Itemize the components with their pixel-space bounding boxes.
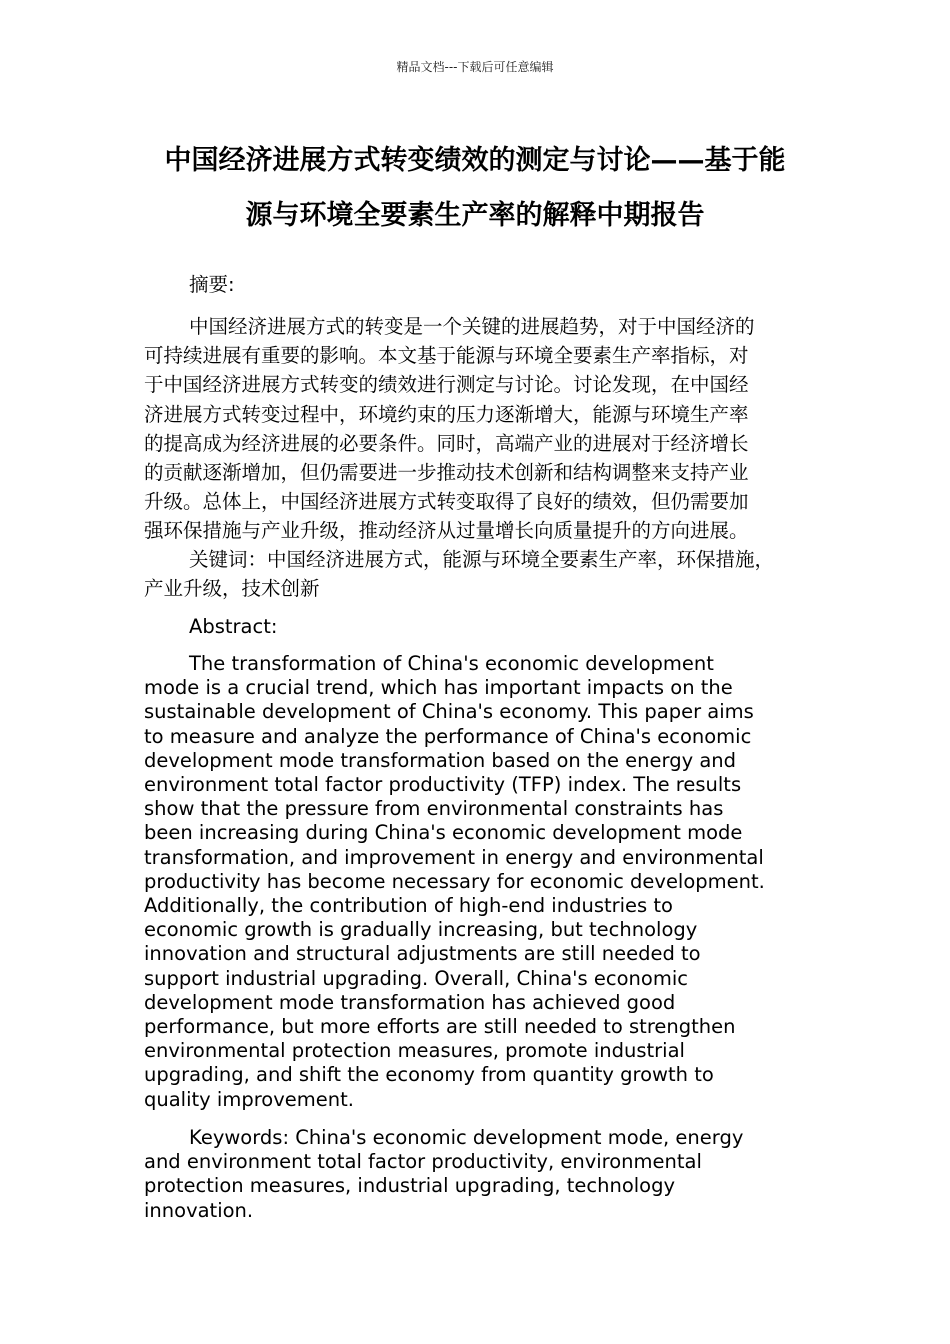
text-line: 于中国经济进展方式转变的绩效进行测定与讨论。讨论发现，在中国经: [144, 373, 749, 397]
text-line: 的提高成为经济进展的必要条件。同时，高端产业的进展对于经济增长: [144, 431, 749, 455]
text-line: quality improvement.: [144, 1087, 354, 1111]
text-line: 产业升级，技术创新: [144, 577, 320, 601]
text-line: transformation, and improvement in energy and environmental: [144, 845, 764, 869]
text-line: Keywords: China's economic development mode, energy: [189, 1126, 744, 1149]
document-title-line-2: 源与环境全要素生产率的解释中期报告: [245, 200, 705, 231]
text-line: innovation.: [144, 1198, 254, 1222]
text-line: environment total factor productivity (TFP) index. The results: [144, 773, 742, 797]
abstract-en-label: Abstract:: [189, 615, 278, 638]
text-line: support industrial upgrading. Overall, China's economic: [144, 966, 688, 990]
text-line: to measure and analyze the performance of China's economic: [144, 724, 752, 748]
text-line: 中国经济进展方式的转变是一个关键的进展趋势，对于中国经济的: [189, 315, 755, 338]
abstract-cn-paragraph: [144, 312, 824, 546]
keywords-cn: [144, 545, 824, 603]
text-line: upgrading, and shift the economy from quantity growth to: [144, 1063, 714, 1087]
text-line: innovation and structural adjustments are still needed to: [144, 942, 701, 966]
text-line: Additionally, the contribution of high-end industries to: [144, 894, 673, 918]
text-line: 济进展方式转变过程中，环境约束的压力逐渐增大，能源与环境生产率: [144, 402, 749, 426]
text-line: been increasing during China's economic development mode: [144, 821, 743, 845]
text-line: environmental protection measures, promote industrial: [144, 1039, 685, 1063]
text-line: productivity has become necessary for economic development.: [144, 869, 765, 893]
text-line: The transformation of China's economic development: [189, 652, 714, 675]
text-line: protection measures, industrial upgrading, technology: [144, 1174, 676, 1198]
abstract-cn-label: 摘要:: [189, 273, 235, 296]
abstract-en-paragraph: [144, 652, 824, 1112]
text-line: 可持续进展有重要的影响。本文基于能源与环境全要素生产率指标，对: [144, 344, 749, 368]
document-title-line-1: 中国经济进展方式转变绩效的测定与讨论——基于能: [164, 145, 786, 176]
text-line: sustainable development of China's economy. This paper aims: [144, 700, 754, 724]
text-line: 关键词：中国经济进展方式，能源与环境全要素生产率，环保措施，: [189, 548, 775, 571]
text-line: show that the pressure from environmental constraints has: [144, 797, 724, 821]
page-header: 精品文档---下载后可任意编辑: [396, 60, 554, 74]
text-line: 的贡献逐渐增加，但仍需要进一步推动技术创新和结构调整来支持产业: [144, 461, 749, 485]
text-line: mode is a crucial trend, which has important impacts on the: [144, 676, 733, 700]
text-line: economic growth is gradually increasing, but technology: [144, 918, 698, 942]
text-line: development mode transformation has achieved good: [144, 990, 676, 1014]
text-line: 强环保措施与产业升级，推动经济从过量增长向质量提升的方向进展。: [144, 519, 749, 543]
text-line: performance, but more efforts are still needed to strengthen: [144, 1015, 736, 1039]
keywords-en: [144, 1126, 824, 1223]
text-line: and environment total factor productivity, environmental: [144, 1150, 702, 1174]
text-line: 升级。总体上，中国经济进展方式转变取得了良好的绩效，但仍需要加: [144, 490, 749, 514]
text-line: development mode transformation based on the energy and: [144, 748, 737, 772]
